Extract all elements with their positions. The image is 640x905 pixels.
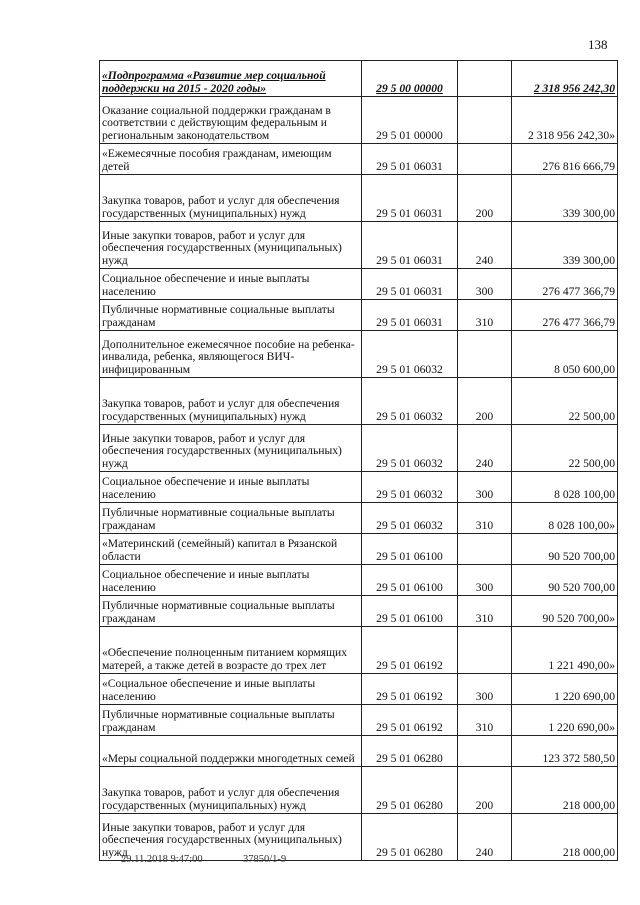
row-sum: 1 220 690,00» <box>512 705 618 736</box>
table-row <box>100 97 618 144</box>
row-type: 310 <box>458 503 512 534</box>
table-row <box>100 144 618 175</box>
row-sum: 1 220 690,00 <box>512 674 618 705</box>
row-name: Публичные нормативные социальные выплаты гражданам <box>100 596 362 627</box>
row-type <box>458 97 512 144</box>
row-code: 29 5 01 06031 <box>362 269 458 300</box>
row-sum: 22 500,00 <box>512 425 618 472</box>
row-code: 29 5 01 06032 <box>362 503 458 534</box>
row-sum: 90 520 700,00 <box>512 565 618 596</box>
row-sum: 2 318 956 242,30 <box>512 61 618 97</box>
row-sum: 339 300,00 <box>512 222 618 269</box>
row-name: Закупка товаров, работ и услуг для обеспечения государственных (муниципальных) нужд <box>100 378 362 425</box>
table-row <box>100 767 618 814</box>
row-code: 29 5 01 06031 <box>362 175 458 222</box>
row-code: 29 5 01 06031 <box>362 144 458 175</box>
table-row <box>100 331 618 378</box>
row-code: 29 5 01 06032 <box>362 331 458 378</box>
row-code: 29 5 01 06280 <box>362 736 458 767</box>
row-code: 29 5 01 00000 <box>362 97 458 144</box>
row-name: «Меры социальной поддержки многодетных семей <box>100 736 362 767</box>
row-code: 29 5 01 06192 <box>362 627 458 674</box>
table-row <box>100 425 618 472</box>
row-sum: 22 500,00 <box>512 378 618 425</box>
row-sum: 90 520 700,00 <box>512 534 618 565</box>
row-name: Социальное обеспечение и иные выплаты населению <box>100 269 362 300</box>
row-sum: 123 372 580,50 <box>512 736 618 767</box>
table-row <box>100 472 618 503</box>
row-type: 300 <box>458 565 512 596</box>
row-type <box>458 627 512 674</box>
row-code: 29 5 01 06192 <box>362 674 458 705</box>
row-code: 29 5 01 06031 <box>362 222 458 269</box>
row-name: «Материнский (семейный) капитал в Рязанской области <box>100 534 362 565</box>
row-type: 300 <box>458 472 512 503</box>
row-name: Закупка товаров, работ и услуг для обеспечения государственных (муниципальных) нужд <box>100 175 362 222</box>
row-name: Иные закупки товаров, работ и услуг для обеспечения государственных (муниципальных) нужд <box>100 814 362 861</box>
table-row <box>100 300 618 331</box>
row-code: 29 5 01 06032 <box>362 425 458 472</box>
row-type <box>458 331 512 378</box>
row-name: Публичные нормативные социальные выплаты гражданам <box>100 705 362 736</box>
budget-table <box>99 60 618 861</box>
row-type: 200 <box>458 378 512 425</box>
row-type <box>458 144 512 175</box>
row-sum: 276 816 666,79 <box>512 144 618 175</box>
table-row <box>100 378 618 425</box>
row-type: 310 <box>458 300 512 331</box>
row-sum: 90 520 700,00» <box>512 596 618 627</box>
table-row <box>100 269 618 300</box>
row-name: «Подпрограмма «Развитие мер социальной поддержки на 2015 - 2020 годы» <box>100 61 362 97</box>
row-code: 29 5 00 00000 <box>362 61 458 97</box>
row-code: 29 5 01 06100 <box>362 596 458 627</box>
table-header-row <box>100 61 618 97</box>
row-type: 310 <box>458 705 512 736</box>
table-row <box>100 503 618 534</box>
footer-doc-id: 37850/1-9 <box>243 854 287 865</box>
row-code: 29 5 01 06032 <box>362 472 458 503</box>
row-code: 29 5 01 06192 <box>362 705 458 736</box>
row-type <box>458 534 512 565</box>
row-type: 300 <box>458 269 512 300</box>
table-row <box>100 175 618 222</box>
row-type: 310 <box>458 596 512 627</box>
row-code: 29 5 01 06100 <box>362 534 458 565</box>
row-name: Публичные нормативные социальные выплаты гражданам <box>100 300 362 331</box>
row-code: 29 5 01 06100 <box>362 565 458 596</box>
row-type <box>458 61 512 97</box>
row-name: «Обеспечение полноценным питанием кормящих матерей, а также детей в возрасте до трех лет <box>100 627 362 674</box>
row-name: Публичные нормативные социальные выплаты гражданам <box>100 503 362 534</box>
row-name: Иные закупки товаров, работ и услуг для обеспечения государственных (муниципальных) нужд <box>100 222 362 269</box>
page-number: 138 <box>588 37 608 52</box>
row-sum: 276 477 366,79 <box>512 269 618 300</box>
row-name: Оказание социальной поддержки гражданам в соответствии с действующим федеральным и региональным законодательством <box>100 97 362 144</box>
table-row <box>100 596 618 627</box>
table-row <box>100 222 618 269</box>
row-name: Иные закупки товаров, работ и услуг для обеспечения государственных (муниципальных) нужд <box>100 425 362 472</box>
row-sum: 8 028 100,00 <box>512 472 618 503</box>
row-sum: 1 221 490,00» <box>512 627 618 674</box>
row-sum: 8 050 600,00 <box>512 331 618 378</box>
table-row <box>100 565 618 596</box>
table-row <box>100 705 618 736</box>
row-sum: 8 028 100,00» <box>512 503 618 534</box>
row-type <box>458 736 512 767</box>
row-code: 29 5 01 06280 <box>362 767 458 814</box>
row-type: 240 <box>458 814 512 861</box>
row-type: 200 <box>458 175 512 222</box>
row-name: Дополнительное ежемесячное пособие на ребенка-инвалида, ребенка, являющегося ВИЧ-инфицированным <box>100 331 362 378</box>
table-row <box>100 627 618 674</box>
row-sum: 276 477 366,79 <box>512 300 618 331</box>
footer-date: 29.11.2018 9:47:00 <box>121 854 203 865</box>
row-sum: 218 000,00 <box>512 767 618 814</box>
row-code: 29 5 01 06031 <box>362 300 458 331</box>
table-row <box>100 736 618 767</box>
row-sum: 2 318 956 242,30» <box>512 97 618 144</box>
row-type: 240 <box>458 425 512 472</box>
table-row <box>100 534 618 565</box>
row-sum: 339 300,00 <box>512 175 618 222</box>
row-type: 200 <box>458 767 512 814</box>
row-type: 300 <box>458 674 512 705</box>
row-name: Социальное обеспечение и иные выплаты населению <box>100 472 362 503</box>
row-name: «Ежемесячные пособия гражданам, имеющим детей <box>100 144 362 175</box>
row-name: Закупка товаров, работ и услуг для обеспечения государственных (муниципальных) нужд <box>100 767 362 814</box>
row-name: «Социальное обеспечение и иные выплаты населению <box>100 674 362 705</box>
row-sum: 218 000,00 <box>512 814 618 861</box>
row-name: Социальное обеспечение и иные выплаты населению <box>100 565 362 596</box>
table-row <box>100 674 618 705</box>
row-code: 29 5 01 06032 <box>362 378 458 425</box>
row-type: 240 <box>458 222 512 269</box>
row-code: 29 5 01 06280 <box>362 814 458 861</box>
